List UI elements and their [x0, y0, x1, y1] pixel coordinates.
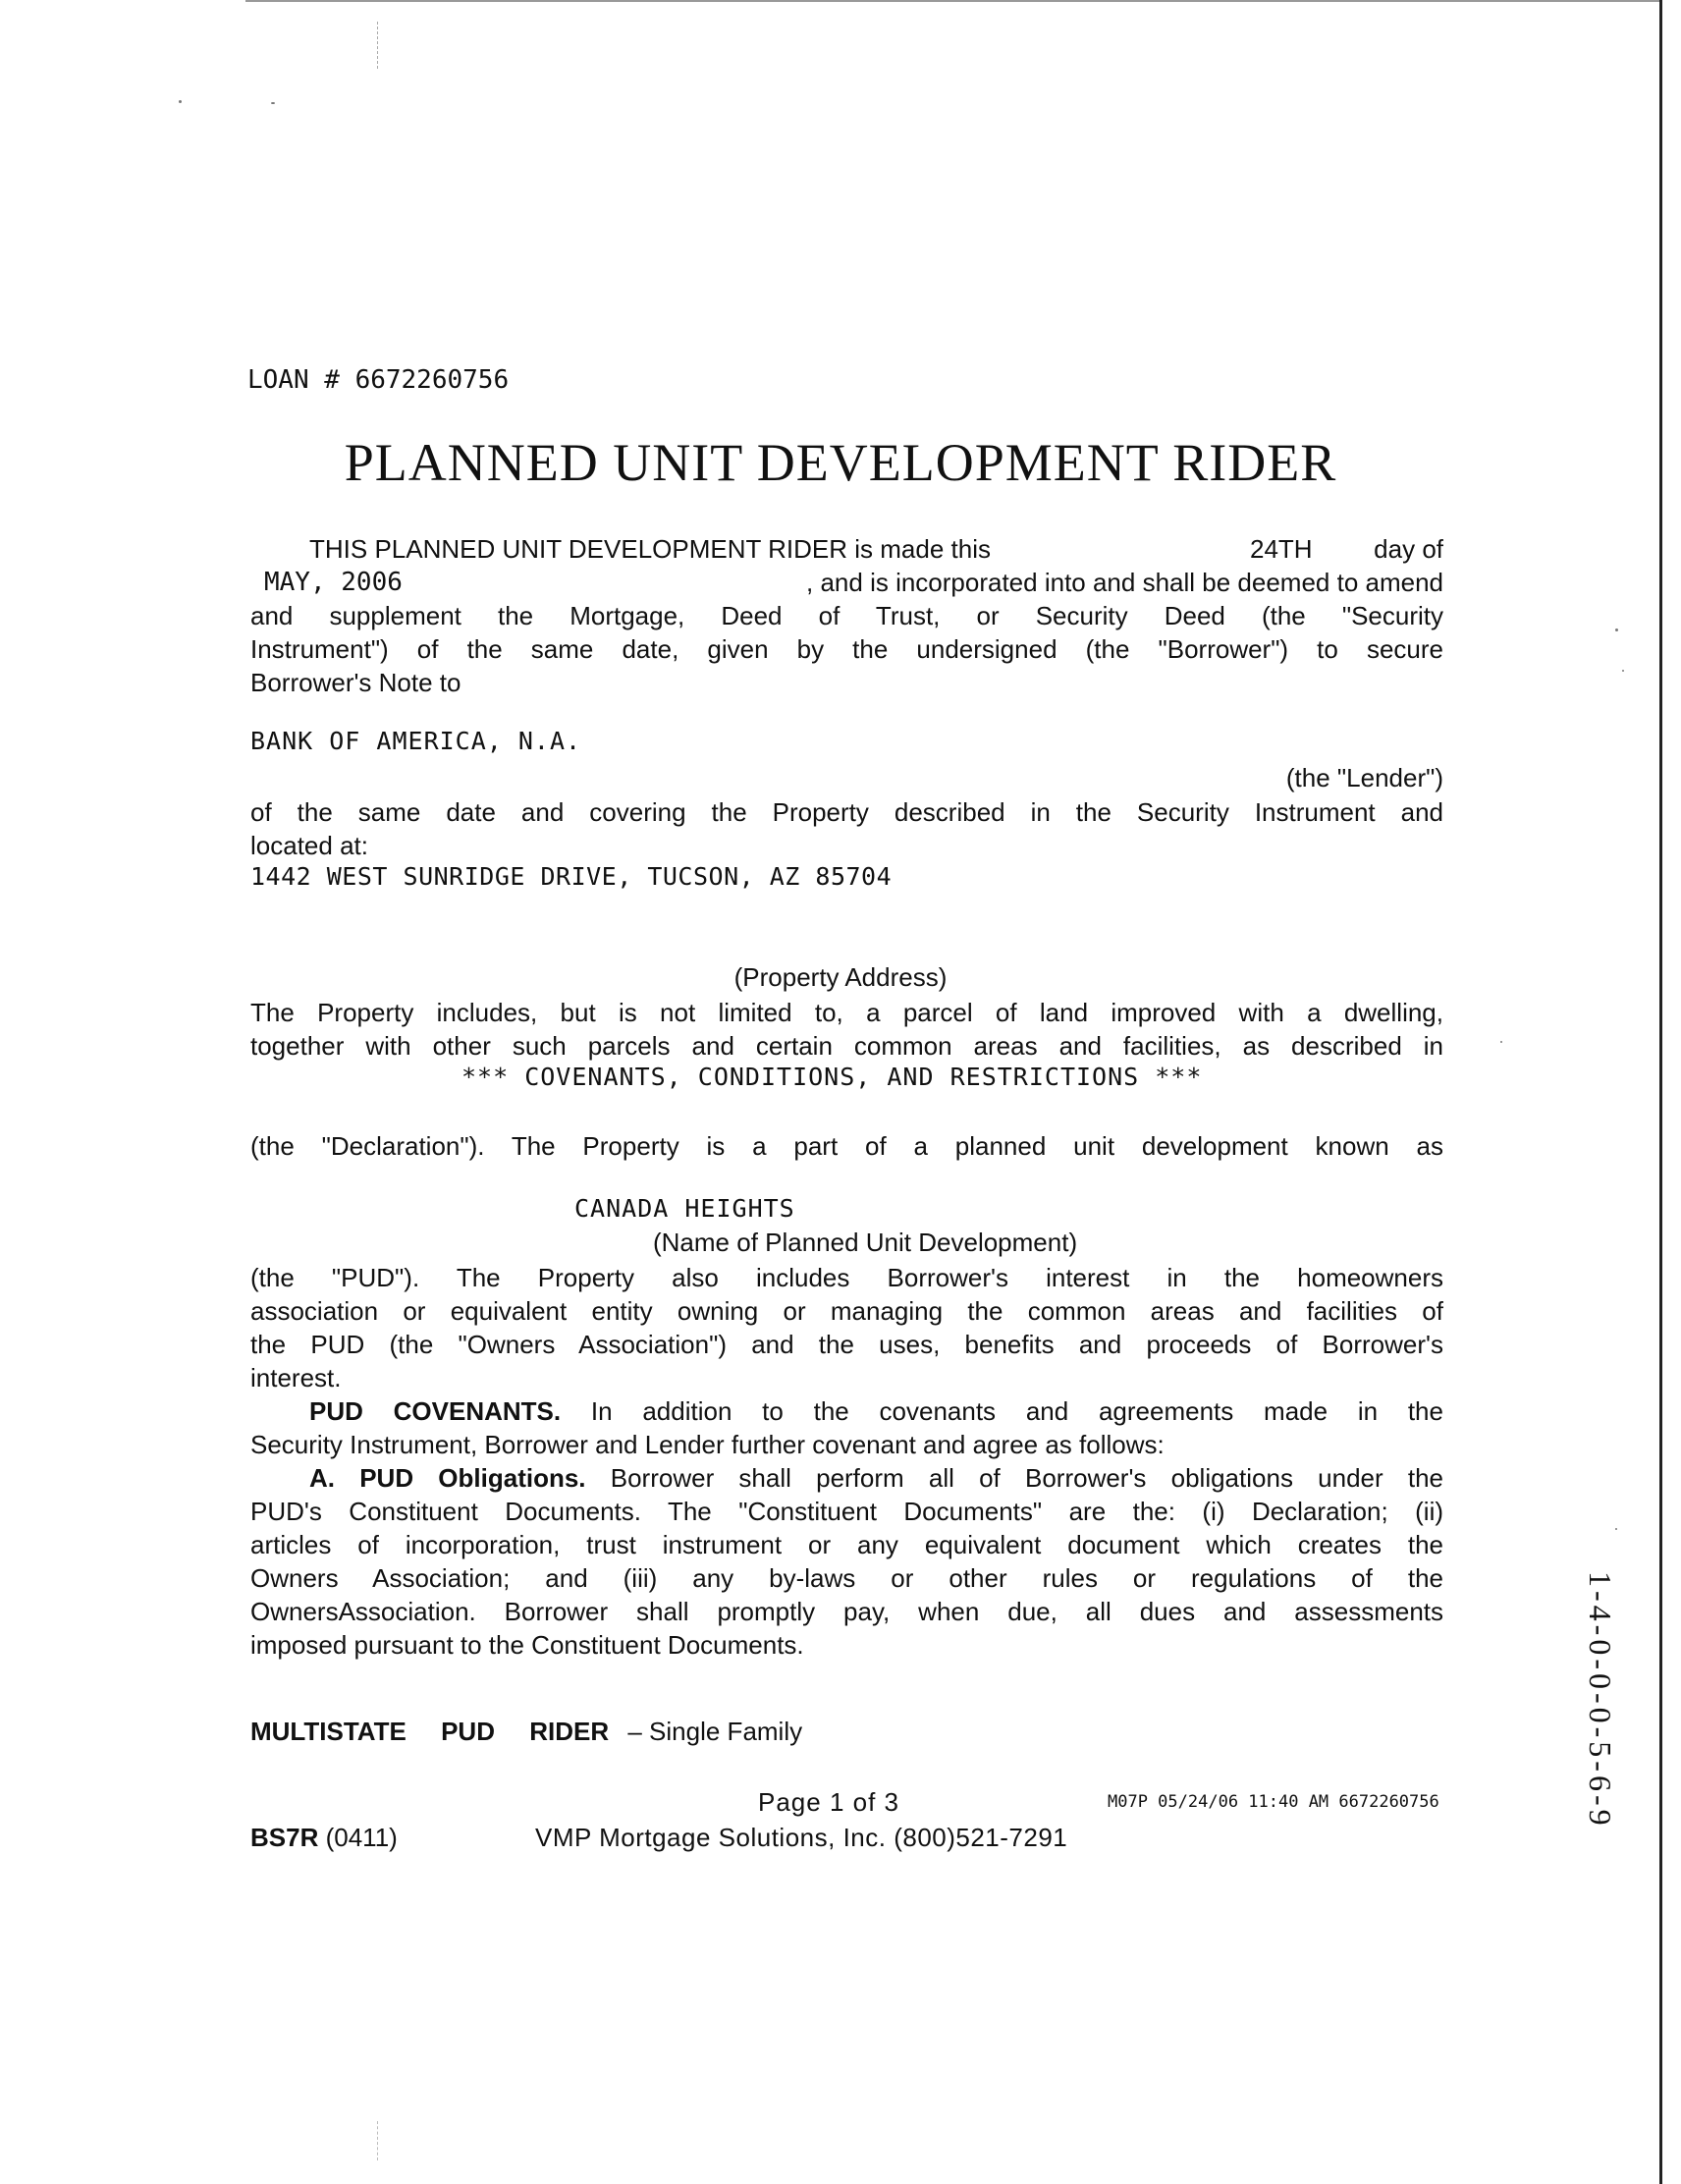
lender-name: BANK OF AMERICA, N.A. [250, 727, 582, 755]
covering-paragraph [250, 795, 1443, 862]
property-includes-line-1: The Property includes, but is not limited to, a parcel of land improved with a dwelling, [250, 998, 1443, 1027]
intro-lead: THIS PLANNED UNIT DEVELOPMENT RIDER is made this [309, 534, 991, 564]
scan-speck [1615, 628, 1618, 631]
pud-line-4: interest. [250, 1363, 342, 1392]
covenants-heading: PUD COVENANTS. [309, 1396, 562, 1426]
section-a-line-6: imposed pursuant to the Constituent Documents. [250, 1630, 804, 1660]
pud-body [250, 1261, 1443, 1662]
lender-tag: (the "Lender") [1285, 763, 1443, 792]
side-document-id: 1-4-0-0-0-5-6-9 [1583, 1571, 1618, 1829]
intro-line-5: Borrower's Note to [250, 668, 461, 697]
pud-line-3: the PUD (the "Owners Association") and the uses, benefits and proceeds of Borrower's [250, 1330, 1443, 1359]
form-title-rest: – Single Family [627, 1717, 803, 1746]
pud-line-2: association or equivalent entity owning or managing the common areas and facilities of [250, 1296, 1443, 1326]
property-address-label: (Property Address) [733, 962, 948, 992]
scan-speck [271, 102, 275, 104]
declaration-document-name: *** COVENANTS, CONDITIONS, AND RESTRICTIONS *** [461, 1063, 1203, 1091]
intro-line-2 [250, 566, 1443, 599]
section-a-line-2: PUD's Constituent Documents. The "Constituent Documents" are the: (i) Declaration; (ii) [250, 1497, 1443, 1526]
form-title-word-3: RIDER [529, 1717, 610, 1746]
property-includes-paragraph [250, 996, 1443, 1063]
section-a-line-5: OwnersAssociation. Borrower shall promptly pay, when due, all dues and assessments [250, 1597, 1443, 1626]
scan-speck [1622, 670, 1624, 672]
form-code [250, 1823, 398, 1853]
loan-number: LOAN # 6672260756 [247, 365, 510, 395]
property-address: 1442 WEST SUNRIDGE DRIVE, TUCSON, AZ 85704 [250, 862, 893, 891]
covenants-line-1 [250, 1394, 1443, 1428]
rider-month-year: MAY, 2006 [264, 568, 403, 597]
scan-speck [1500, 1041, 1502, 1043]
scan-speck [1615, 1528, 1617, 1530]
form-title-word-2: PUD [441, 1717, 495, 1746]
page-number: Page 1 of 3 [758, 1787, 899, 1817]
pud-name-label: (Name of Planned Unit Development) [653, 1228, 1078, 1257]
intro-day-of: day of [1374, 534, 1443, 564]
intro-line-1 [250, 532, 1443, 566]
scan-top-edge [245, 0, 1659, 2]
intro-line-4: Instrument") of the same date, given by the undersigned (the "Borrower") to secure [250, 634, 1443, 664]
section-a-heading: A. PUD Obligations. [309, 1463, 586, 1493]
scan-right-edge [1659, 0, 1662, 2184]
print-stamp: M07P 05/24/06 11:40 AM 6672260756 [1108, 1792, 1439, 1812]
declaration-line [250, 1129, 1443, 1163]
form-code-bold: BS7R [250, 1823, 319, 1852]
form-title [250, 1717, 802, 1747]
intro-paragraph [250, 532, 1443, 699]
property-includes-line-2: together with other such parcels and certain common areas and facilities, as described in [250, 1031, 1443, 1061]
covering-line-1: of the same date and covering the Property described in the Security Instrument and [250, 797, 1443, 827]
covenants-line-1-rest: In addition to the covenants and agreements made in the [590, 1396, 1443, 1426]
pud-line-1: (the "PUD"). The Property also includes Borrower's interest in the homeowners [250, 1263, 1443, 1292]
pud-name: CANADA HEIGHTS [574, 1194, 795, 1223]
covenants-line-2: Security Instrument, Borrower and Lender further covenant and agree as follows: [250, 1430, 1165, 1459]
scan-mark [377, 2121, 379, 2160]
section-a-line-1-rest: Borrower shall perform all of Borrower's obligations under the [610, 1463, 1443, 1493]
page-title: PLANNED UNIT DEVELOPMENT RIDER [344, 433, 1337, 492]
section-a-line-4: Owners Association; and (iii) any by-laws or other rules or regulations of the [250, 1563, 1443, 1593]
scan-mark [377, 22, 379, 69]
section-a-line-3: articles of incorporation, trust instrument or any equivalent document which creates the [250, 1530, 1443, 1559]
form-title-word-1: MULTISTATE [250, 1717, 407, 1746]
section-a-line-1 [250, 1461, 1443, 1495]
intro-line-2-rest: , and is incorporated into and shall be deemed to amend [806, 568, 1443, 597]
scan-speck [179, 100, 182, 103]
intro-line-3: and supplement the Mortgage, Deed of Trust, or Security Deed (the "Security [250, 601, 1443, 630]
vendor-line: VMP Mortgage Solutions, Inc. (800)521-7291 [535, 1823, 1068, 1852]
declaration-text: (the "Declaration"). The Property is a part of a planned unit development known as [250, 1131, 1443, 1161]
rider-day: 24TH [1250, 534, 1313, 564]
covering-line-2: located at: [250, 831, 368, 860]
form-code-rest: (0411) [325, 1823, 398, 1852]
